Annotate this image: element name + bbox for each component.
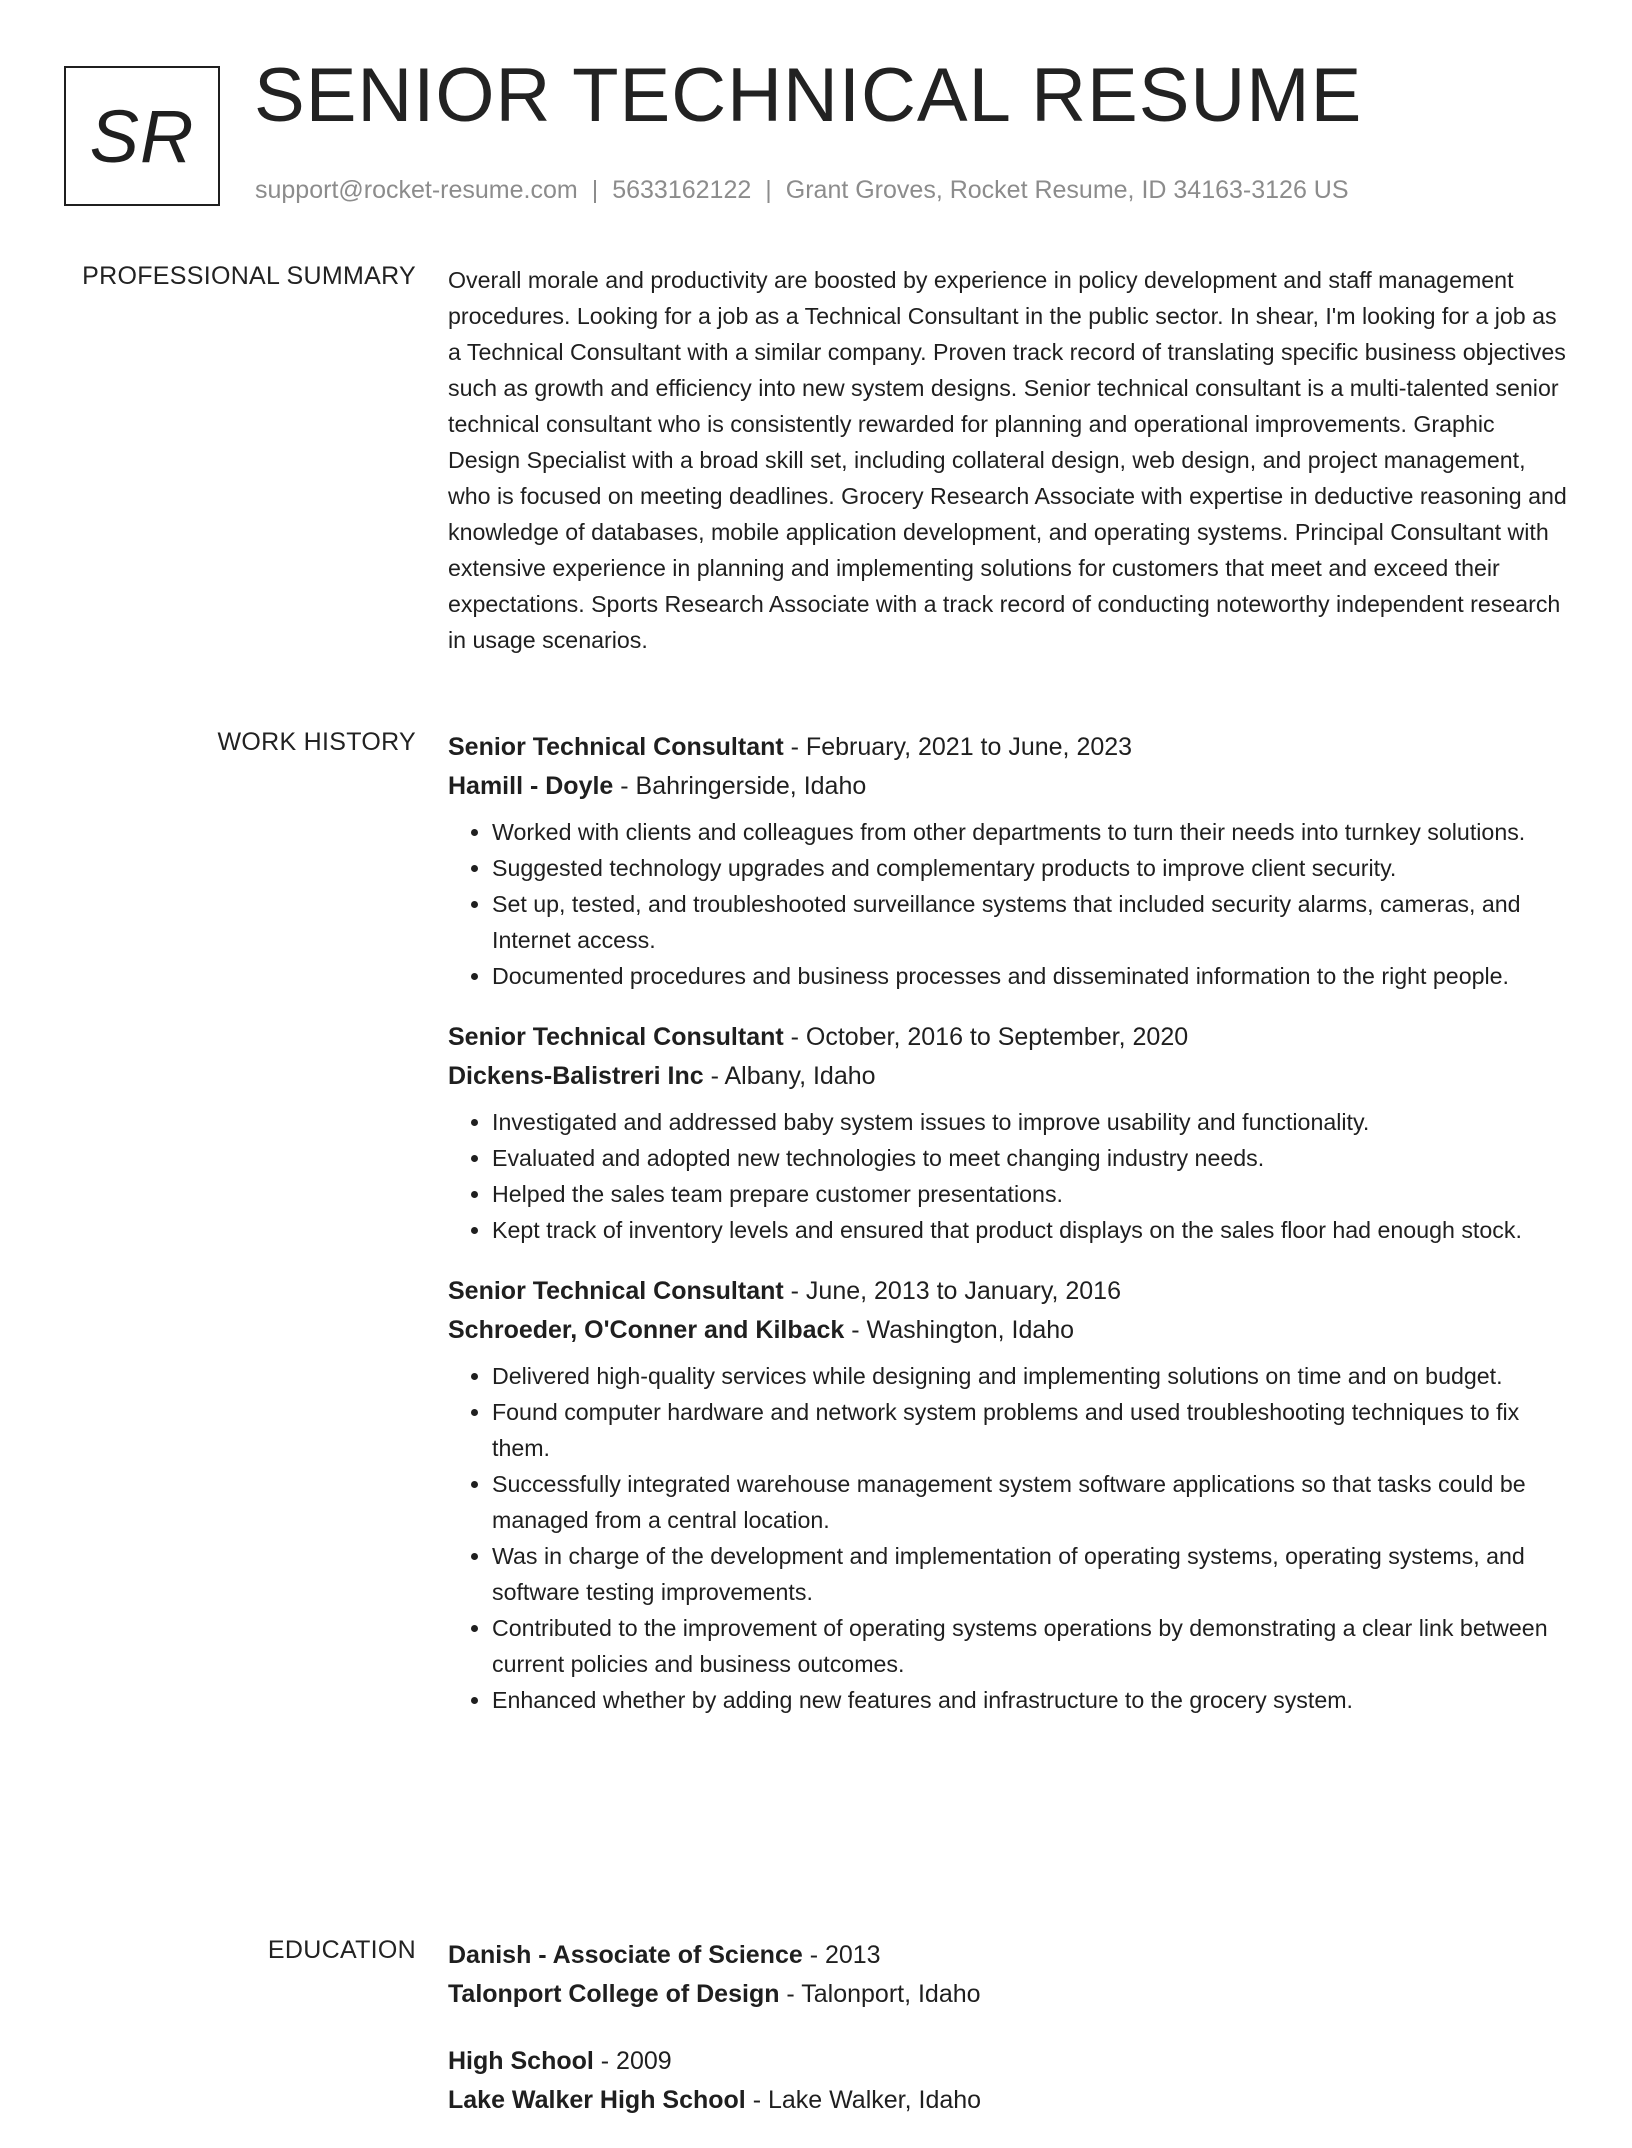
job-title: Senior Technical Consultant: [448, 1023, 784, 1051]
job-bullet: • Evaluated and adopted new technologies to meet changing industry needs.: [492, 1140, 1568, 1176]
education-school: Lake Walker High School: [448, 2086, 746, 2114]
job-location: - Albany, Idaho: [703, 1062, 876, 1090]
education-body: [448, 1936, 1568, 2148]
education-year: - 2009: [593, 2047, 672, 2075]
job-entry: [448, 1018, 1568, 1248]
job-bullet: • Investigated and addressed baby system issues to improve usability and functionality.: [492, 1104, 1568, 1140]
job-title-line: [448, 728, 1568, 767]
job-bullet: • Helped the sales team prepare customer presentations.: [492, 1176, 1568, 1212]
job-bullet: • Was in charge of the development and implementation of operating systems, operating systems, and software testing improvements.: [492, 1538, 1568, 1610]
job-bullets: [448, 814, 1568, 994]
job-title-line: [448, 1018, 1568, 1057]
resume-title: SENIOR TECHNICAL RESUME: [254, 53, 1363, 138]
job-bullet: • Successfully integrated warehouse management system software applications so that tasks could be managed from a central location.: [492, 1466, 1568, 1538]
job-bullet: • Worked with clients and colleagues from other departments to turn their needs into turnkey solutions.: [492, 814, 1568, 850]
job-bullet: • Documented procedures and business processes and disseminated information to the right people.: [492, 958, 1568, 994]
job-bullet: • Enhanced whether by adding new features and infrastructure to the grocery system.: [492, 1682, 1568, 1718]
job-location: - Bahringerside, Idaho: [613, 772, 867, 800]
job-bullet: • Contributed to the improvement of operating systems operations by demonstrating a clear link between current policies and business outcomes.: [492, 1610, 1568, 1682]
contact-separator: |: [765, 176, 772, 204]
work-history-body: [448, 728, 1568, 1742]
job-company-line: [448, 1311, 1568, 1350]
education-location: - Talonport, Idaho: [779, 1980, 981, 2008]
monogram-box: [64, 66, 220, 206]
summary-heading: PROFESSIONAL SUMMARY: [82, 262, 416, 290]
job-dates: - October, 2016 to September, 2020: [783, 1023, 1189, 1051]
job-dates: - February, 2021 to June, 2023: [783, 733, 1133, 761]
job-title: Senior Technical Consultant: [448, 733, 784, 761]
education-entry: [448, 1936, 1568, 2014]
job-bullets: [448, 1358, 1568, 1718]
job-company: Hamill - Doyle: [448, 772, 614, 800]
contact-line: [255, 176, 1349, 205]
education-school: Talonport College of Design: [448, 1980, 780, 2008]
job-dates: - June, 2013 to January, 2016: [783, 1277, 1121, 1305]
job-bullet: • Kept track of inventory levels and ensured that product displays on the sales floor had enough stock.: [492, 1212, 1568, 1248]
job-title-line: [448, 1272, 1568, 1311]
job-title: Senior Technical Consultant: [448, 1277, 784, 1305]
education-school-line: [448, 2081, 1568, 2120]
summary-body: [448, 262, 1568, 658]
education-entry: [448, 2042, 1568, 2120]
job-bullet: • Set up, tested, and troubleshooted surveillance systems that included security alarms, cameras, and Internet access.: [492, 886, 1568, 958]
job-bullet: • Delivered high-quality services while designing and implementing solutions on time and on budget.: [492, 1358, 1568, 1394]
contact-address: Grant Groves, Rocket Resume, ID 34163-3126 US: [785, 176, 1349, 204]
job-company: Dickens-Balistreri Inc: [448, 1062, 704, 1090]
job-bullet: • Suggested technology upgrades and complementary products to improve client security.: [492, 850, 1568, 886]
education-degree: Danish - Associate of Science: [448, 1941, 803, 1969]
education-degree: High School: [448, 2047, 594, 2075]
job-company-line: [448, 1057, 1568, 1096]
job-bullets: [448, 1104, 1568, 1248]
job-bullet: • Found computer hardware and network system problems and used troubleshooting techniques to fix them.: [492, 1394, 1568, 1466]
job-entry: [448, 1272, 1568, 1718]
education-year: - 2013: [802, 1941, 881, 1969]
education-location: - Lake Walker, Idaho: [745, 2086, 982, 2114]
job-company-line: [448, 767, 1568, 806]
job-entry: [448, 728, 1568, 994]
contact-email: support@rocket-resume.com: [255, 176, 578, 204]
education-school-line: [448, 1975, 1568, 2014]
job-company: Schroeder, O'Conner and Kilback: [448, 1316, 845, 1344]
work-history-heading: WORK HISTORY: [217, 728, 416, 756]
education-degree-line: [448, 1936, 1568, 1975]
summary-text: Overall morale and productivity are boosted by experience in policy development and staff management procedures. Looking for a job as a Technical Consultant in the public sector. In shear, I'm looking for a job as a Technical Consultant with a similar company. Proven track record of translating specific business objectives such as growth and efficiency into new system designs. Senior technical consultant is a multi-talented senior technical consultant who is consistently rewarded for planning and operational improvements. Graphic Design Specialist with a broad skill set, including collateral design, web design, and project management, who is focused on meeting deadlines. Grocery Research Associate with expertise in deductive reasoning and knowledge of databases, mobile application development, and operating systems. Principal Consultant with extensive experience in planning and implementing solutions for customers that meet and exceed their expectations. Sports Research Associate with a track record of conducting noteworthy independent research in usage scenarios.: [448, 267, 1567, 653]
contact-phone: 5633162122: [612, 176, 752, 204]
job-location: - Washington, Idaho: [844, 1316, 1075, 1344]
education-heading: EDUCATION: [267, 1936, 416, 1964]
monogram-initials: SR: [89, 94, 195, 178]
contact-separator: |: [591, 176, 599, 204]
education-degree-line: [448, 2042, 1568, 2081]
